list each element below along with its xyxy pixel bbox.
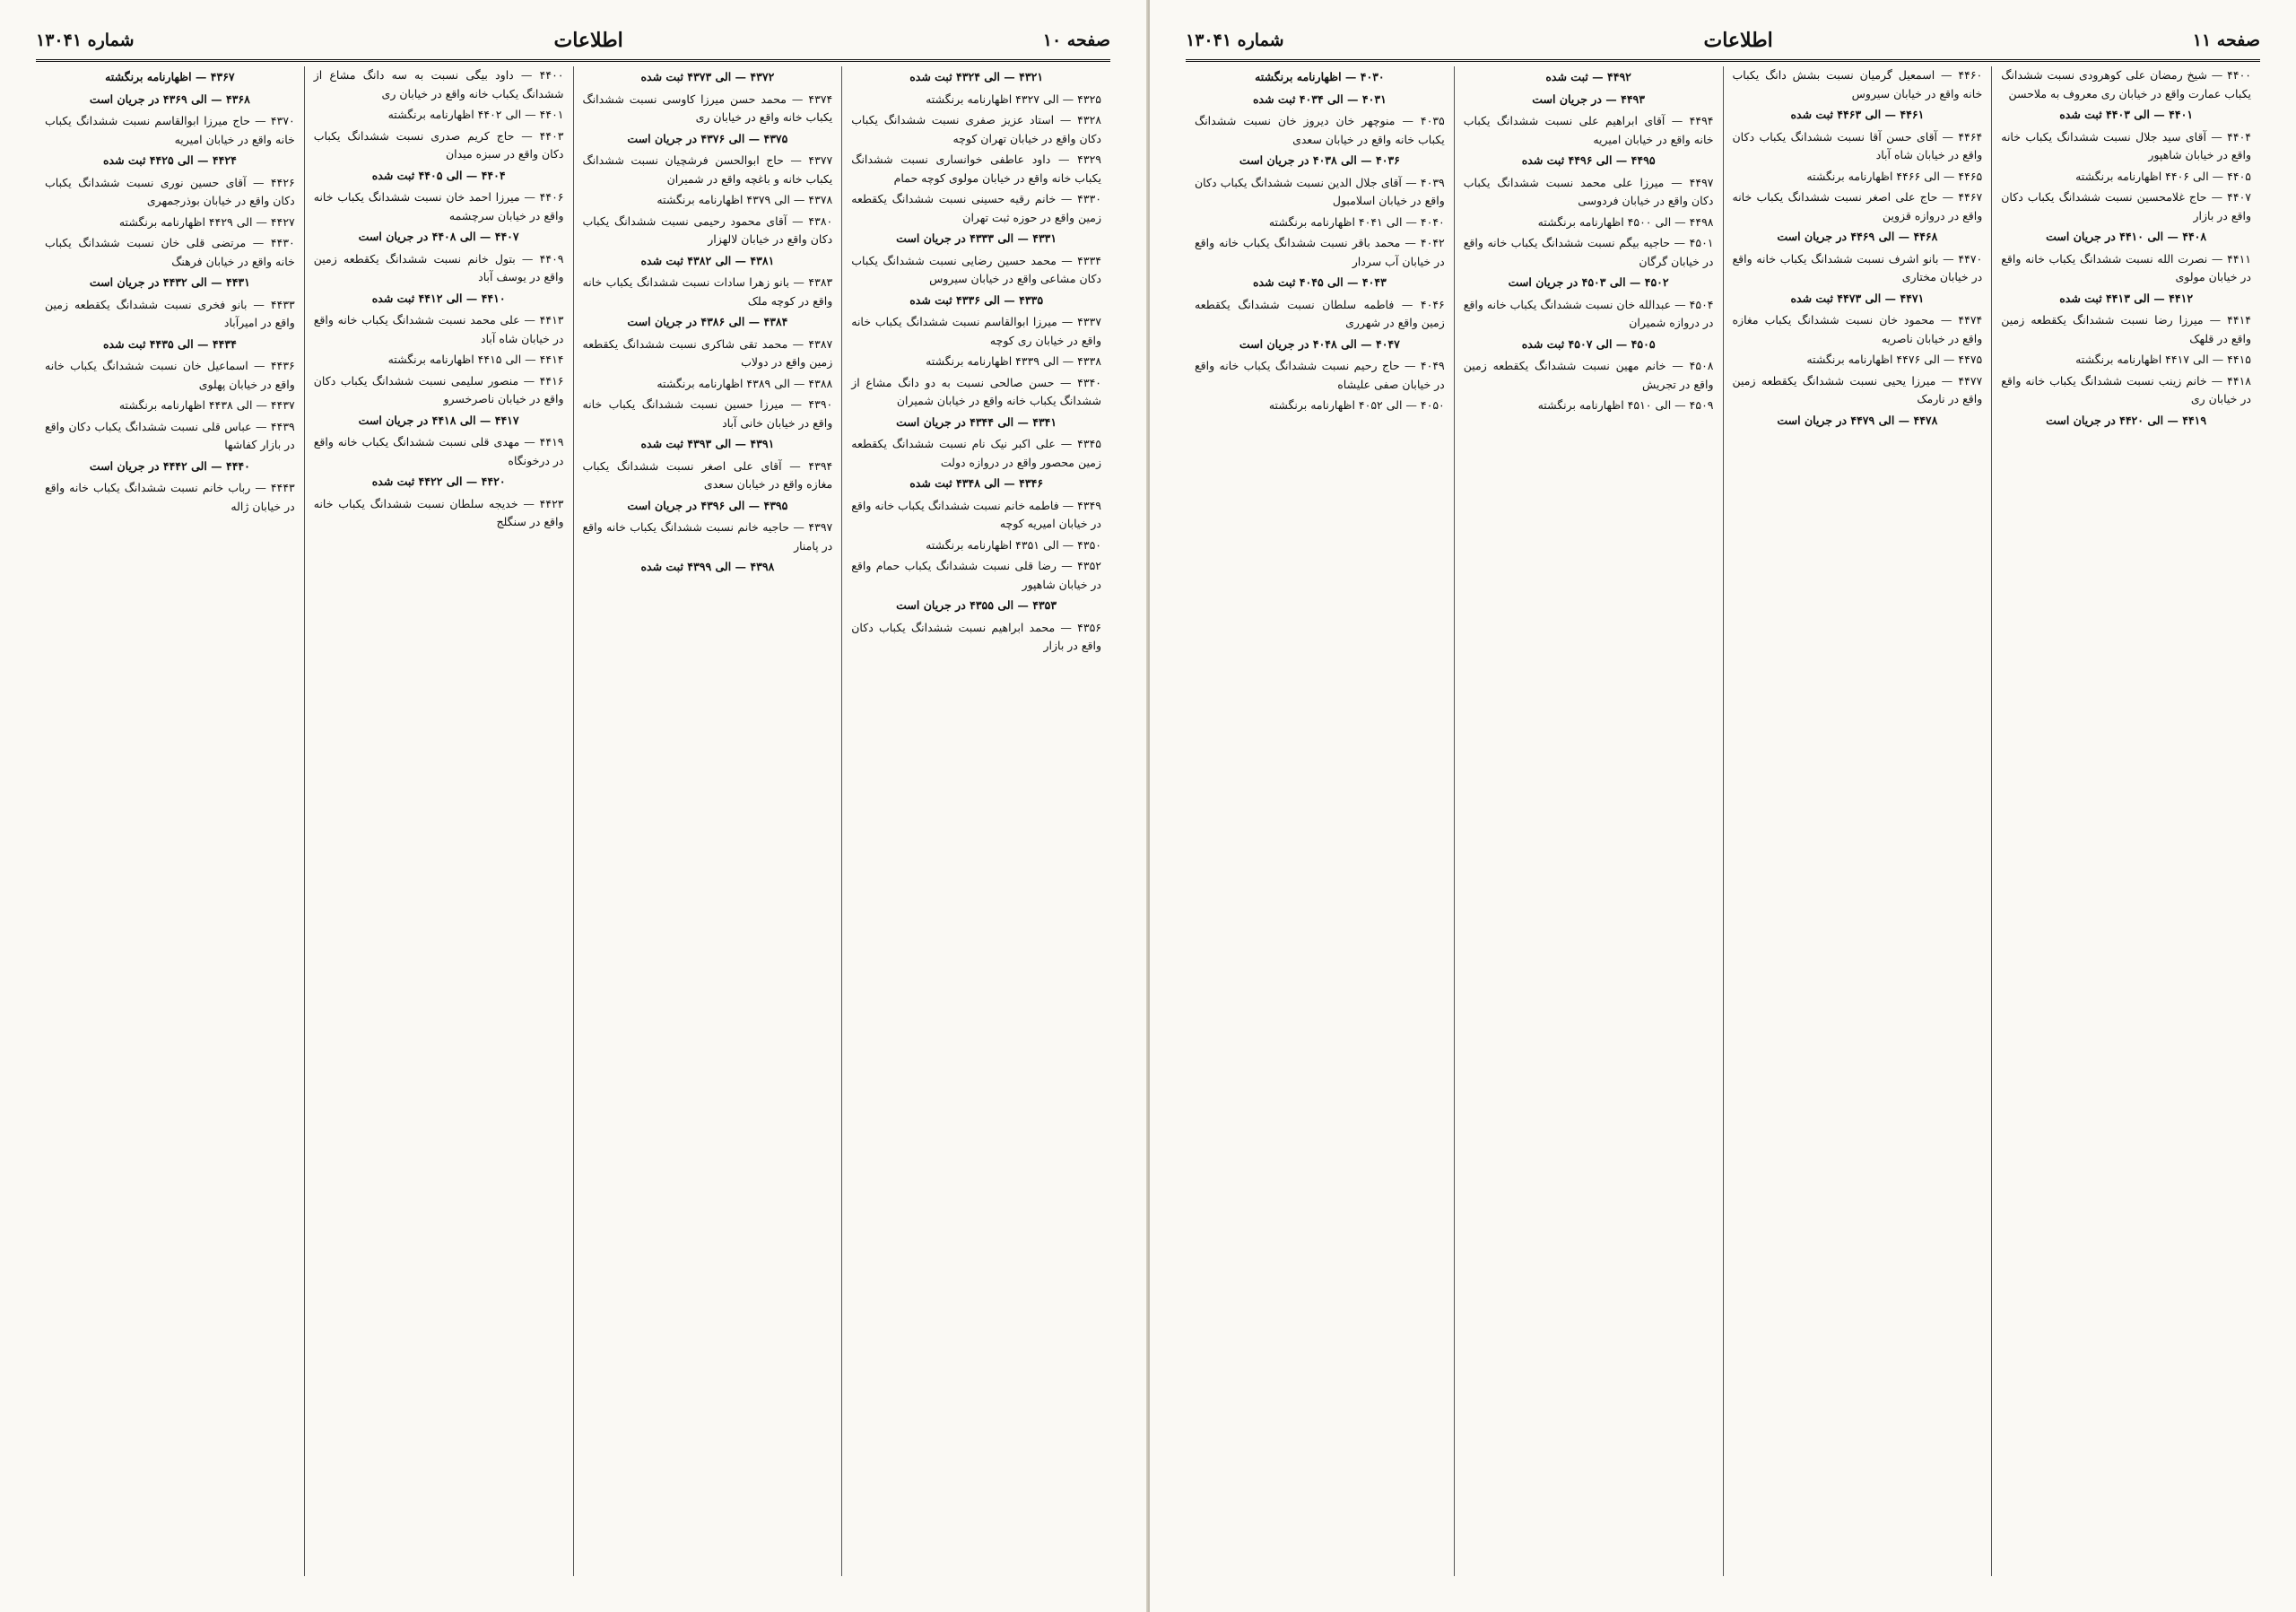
- masthead: اطلاعات: [1703, 29, 1773, 52]
- registry-entry: ۴۳۴۶ — الی ۴۳۴۸ ثبت شده: [909, 476, 1044, 490]
- registry-entry: ۴۰۴۳ — الی ۴۰۴۵ ثبت شده: [1252, 275, 1387, 289]
- registry-entry: ۴۴۳۳ — بانو فخری نسبت ششدانگ یکقطعه زمین واقع در امیرآباد: [45, 297, 295, 329]
- registry-entry: ۴۳۷۴ — محمد حسن میرزا کاوسی نسبت ششدانگ یکباب خانه واقع در خیابان ری: [582, 91, 833, 124]
- registry-entry: ۴۴۷۱ — الی ۴۴۷۳ ثبت شده: [1790, 291, 1925, 305]
- registry-entry: ۴۳۴۰ — حسن صالحی نسبت به دو دانگ مشاع از ششدانگ یکباب خانه واقع در خیابان شمیران: [851, 375, 1101, 407]
- registry-entry: ۴۳۸۷ — محمد تقی شاکری نسبت ششدانگ یکقطعه زمین واقع در دولاب: [582, 336, 833, 369]
- registry-entry: ۴۳۲۱ — الی ۴۳۲۴ ثبت شده: [909, 70, 1044, 83]
- registry-entry: ۴۴۰۴ — الی ۴۴۰۵ ثبت شده: [371, 168, 506, 182]
- registry-entry: ۴۰۳۹ — آقای جلال الدین نسبت ششدانگ یکباب دکان واقع در خیابان اسلامبول: [1195, 175, 1445, 207]
- registry-entry: ۴۰۳۱ — الی ۴۰۳۴ ثبت شده: [1252, 91, 1387, 106]
- registry-entry: ۴۴۱۵ — الی ۴۴۱۷ اظهارنامه برنگشته: [2075, 353, 2251, 366]
- registry-entry: ۴۳۸۸ — الی ۴۳۸۹ اظهارنامه برنگشته: [657, 376, 833, 390]
- page-header: [36, 25, 1110, 56]
- registry-entry: ۴۳۹۴ — آقای علی اصغر نسبت ششدانگ یکباب مغازه واقع در خیابان سعدی: [582, 458, 833, 491]
- page-header: [1186, 25, 2260, 56]
- registry-entry: ۴۴۰۵ — الی ۴۴۰۶ اظهارنامه برنگشته: [2075, 169, 2251, 183]
- columns: [1186, 66, 2260, 1576]
- registry-entry: ۴۳۹۰ — میرزا حسین نسبت ششدانگ یکباب خانه واقع در خیابان خانی آباد: [582, 397, 833, 430]
- text-column: [36, 66, 304, 1576]
- registry-entry: ۴۴۰۷ — الی ۴۴۰۸ در جریان است: [358, 230, 519, 243]
- registry-entry: ۴۳۸۳ — بانو زهرا سادات نسبت ششدانگ یکباب خانه واقع در کوچه ملک: [582, 275, 833, 308]
- registry-entry: ۴۳۶۸ — الی ۴۳۶۹ در جریان است: [89, 91, 250, 106]
- registry-entry: ۴۳۲۸ — استاد عزیز صفری نسبت ششدانگ یکباب دکان واقع در خیابان تهران کوچه: [851, 113, 1101, 145]
- registry-entry: ۴۴۲۴ — الی ۴۴۲۵ ثبت شده: [102, 153, 237, 167]
- registry-entry: ۴۴۰۱ — الی ۴۴۰۲ اظهارنامه برنگشته: [387, 108, 564, 121]
- registry-entry: ۴۰۳۶ — الی ۴۰۳۸ در جریان است: [1239, 153, 1400, 167]
- registry-entry: ۴۴۰۴ — آقای سید جلال نسبت ششدانگ یکباب خانه واقع در خیابان شاهپور: [2001, 129, 2251, 161]
- registry-entry: ۴۳۹۸ — الی ۴۳۹۹ ثبت شده: [640, 560, 775, 573]
- registry-entry: ۴۳۹۷ — حاجیه خانم نسبت ششدانگ یکباب خانه واقع در پامنار: [582, 520, 833, 553]
- registry-entry: ۴۵۰۸ — خانم مهین نسبت ششدانگ یکقطعه زمین واقع در تجریش: [1463, 359, 1714, 391]
- registry-entry: ۴۴۳۴ — الی ۴۴۳۵ ثبت شده: [102, 336, 237, 351]
- registry-entry: ۴۴۱۹ — مهدی قلی نسبت ششدانگ یکباب خانه واقع در درخونگاه: [313, 435, 564, 467]
- registry-entry: ۴۰۴۹ — حاج رحیم نسبت ششدانگ یکباب خانه واقع در خیابان صفی علیشاه: [1195, 359, 1445, 391]
- registry-entry: ۴۴۹۵ — الی ۴۴۹۶ ثبت شده: [1521, 153, 1656, 167]
- registry-entry: ۴۵۰۴ — عبدالله خان نسبت ششدانگ یکباب خانه واقع در دروازه شمیران: [1463, 297, 1714, 329]
- registry-entry: ۴۴۱۴ — میرزا رضا نسبت ششدانگ یکقطعه زمین واقع در قلهک: [2001, 313, 2251, 345]
- registry-entry: ۴۰۳۰ — اظهارنامه برنگشته: [1255, 70, 1385, 83]
- registry-entry: ۴۴۳۱ — الی ۴۴۳۲ در جریان است: [89, 275, 250, 289]
- page-number: صفحه ۱۱: [2192, 30, 2260, 50]
- registry-entry: ۴۴۰۶ — میرزا احمد خان نسبت ششدانگ یکباب خانه واقع در خیابان سرچشمه: [313, 190, 564, 222]
- registry-entry: ۴۳۹۱ — الی ۴۳۹۳ ثبت شده: [640, 437, 775, 450]
- registry-entry: ۴۴۳۹ — عباس قلی نسبت ششدانگ یکباب دکان واقع در بازار کفاشها: [45, 419, 295, 451]
- registry-entry: ۴۴۷۸ — الی ۴۴۷۹ در جریان است: [1777, 413, 1938, 427]
- registry-entry: ۴۴۲۰ — الی ۴۴۲۲ ثبت شده: [371, 475, 506, 488]
- masthead: اطلاعات: [553, 29, 623, 52]
- registry-entry: ۴۵۰۵ — الی ۴۵۰۷ ثبت شده: [1521, 336, 1656, 351]
- text-column: [841, 66, 1110, 1576]
- registry-entry: ۴۴۲۷ — الی ۴۴۲۹ اظهارنامه برنگشته: [118, 214, 295, 229]
- text-column: [1723, 66, 1992, 1576]
- registry-entry: ۴۳۲۹ — داود عاطفی خوانساری نسبت ششدانگ یکباب خانه واقع در خیابان مولوی کوچه حمام: [851, 152, 1101, 185]
- registry-entry: ۴۴۱۲ — الی ۴۴۱۳ ثبت شده: [2059, 291, 2194, 305]
- registry-entry: ۴۳۴۱ — الی ۴۳۴۴ در جریان است: [896, 414, 1057, 429]
- issue-number: شماره ۱۳۰۴۱: [1186, 30, 1284, 50]
- registry-entry: ۴۴۱۶ — منصور سلیمی نسبت ششدانگ یکباب دکان واقع در خیابان ناصرخسرو: [313, 373, 564, 405]
- registry-entry: ۴۳۸۰ — آقای محمود رحیمی نسبت ششدانگ یکباب دکان واقع در خیابان لالهزار: [582, 213, 833, 246]
- registry-entry: ۴۳۷۲ — الی ۴۳۷۳ ثبت شده: [640, 70, 775, 83]
- registry-entry: ۴۳۳۷ — میرزا ابوالقاسم نسبت ششدانگ یکباب خانه واقع در خیابان ری کوچه: [851, 315, 1101, 347]
- columns: [36, 66, 1110, 1576]
- registry-entry: ۴۴۰۹ — بتول خانم نسبت ششدانگ یکقطعه زمین واقع در یوسف آباد: [313, 251, 564, 283]
- registry-entry: ۴۳۸۱ — الی ۴۳۸۲ ثبت شده: [640, 253, 775, 267]
- registry-entry: ۴۴۳۷ — الی ۴۴۳۸ اظهارنامه برنگشته: [118, 398, 295, 412]
- registry-entry: ۴۰۴۰ — الی ۴۰۴۱ اظهارنامه برنگشته: [1268, 214, 1445, 229]
- registry-entry: ۴۴۶۱ — الی ۴۴۶۳ ثبت شده: [1790, 108, 1925, 121]
- registry-entry: ۴۵۰۹ — الی ۴۵۱۰ اظهارنامه برنگشته: [1537, 398, 1714, 412]
- issue-number: شماره ۱۳۰۴۱: [36, 30, 135, 50]
- registry-entry: ۴۳۵۳ — الی ۴۳۵۵ در جریان است: [896, 598, 1057, 612]
- registry-entry: ۴۴۰۱ — الی ۴۴۰۳ ثبت شده: [2059, 108, 2194, 121]
- registry-entry: ۴۳۵۰ — الی ۴۳۵۱ اظهارنامه برنگشته: [926, 537, 1101, 552]
- registry-entry: ۴۳۳۸ — الی ۴۳۳۹ اظهارنامه برنگشته: [926, 354, 1101, 368]
- registry-entry: ۴۵۰۲ — الی ۴۵۰۳ در جریان است: [1508, 275, 1669, 289]
- registry-entry: ۴۴۱۸ — خانم زینب نسبت ششدانگ یکباب خانه واقع در خیابان ری: [2001, 373, 2251, 405]
- registry-entry: ۴۰۴۲ — محمد باقر نسبت ششدانگ یکباب خانه واقع در خیابان آب سردار: [1195, 236, 1445, 268]
- registry-entry: ۴۳۴۹ — فاطمه خانم نسبت ششدانگ یکباب خانه واقع در خیابان امیریه کوچه: [851, 498, 1101, 530]
- registry-entry: ۴۰۳۵ — منوچهر خان دیروز خان نسبت ششدانگ یکباب خانه واقع در خیابان سعدی: [1195, 114, 1445, 146]
- registry-entry: ۴۴۳۰ — مرتضی قلی خان نسبت ششدانگ یکباب خانه واقع در خیابان فرهنگ: [45, 236, 295, 268]
- registry-entry: ۴۴۹۷ — میرزا علی محمد نسبت ششدانگ یکباب دکان واقع در خیابان فردوسی: [1463, 175, 1714, 207]
- registry-entry: ۴۳۷۵ — الی ۴۳۷۶ در جریان است: [627, 131, 788, 145]
- registry-entry: ۴۴۳۶ — اسماعیل خان نسبت ششدانگ یکباب خانه واقع در خیابان پهلوی: [45, 359, 295, 391]
- registry-entry: ۴۴۶۴ — آقای حسن آقا نسبت ششدانگ یکباب دکان واقع در خیابان شاه آباد: [1732, 129, 1983, 161]
- registry-entry: ۴۳۷۸ — الی ۴۳۷۹ اظهارنامه برنگشته: [657, 193, 833, 206]
- registry-entry: ۴۴۷۴ — محمود خان نسبت ششدانگ یکباب مغازه واقع در خیابان ناصریه: [1732, 313, 1983, 345]
- registry-entry: ۴۴۹۴ — آقای ابراهیم علی نسبت ششدانگ یکباب خانه واقع در خیابان امیریه: [1463, 114, 1714, 146]
- registry-entry: ۴۴۱۱ — نصرت الله نسبت ششدانگ یکباب خانه واقع در خیابان مولوی: [2001, 251, 2251, 283]
- registry-entry: ۴۴۹۲ — ثبت شده: [1545, 70, 1631, 83]
- text-column: [1454, 66, 1723, 1576]
- newspaper-page-right: [1150, 0, 2296, 1612]
- registry-entry: ۴۳۸۴ — الی ۴۳۸۶ در جریان است: [627, 315, 788, 328]
- registry-entry: ۴۴۶۰ — اسمعیل گرمیان نسبت بشش دانگ یکباب خانه واقع در خیابان سیروس: [1732, 68, 1983, 100]
- registry-entry: ۴۴۱۳ — علی محمد نسبت ششدانگ یکباب خانه واقع در خیابان شاه آباد: [313, 313, 564, 345]
- text-column: [1991, 66, 2260, 1576]
- registry-entry: ۴۳۵۶ — محمد ابراهیم نسبت ششدانگ یکباب دکان واقع در بازار: [851, 620, 1101, 652]
- registry-entry: ۴۴۱۹ — الی ۴۴۲۰ در جریان است: [2046, 413, 2207, 427]
- registry-entry: ۴۰۵۰ — الی ۴۰۵۲ اظهارنامه برنگشته: [1268, 398, 1445, 412]
- registry-entry: ۴۳۹۵ — الی ۴۳۹۶ در جریان است: [627, 498, 788, 512]
- text-column: [573, 66, 842, 1576]
- registry-entry: ۴۴۲۳ — خدیجه سلطان نسبت ششدانگ یکباب خانه واقع در سنگلج: [313, 496, 564, 528]
- text-column: [1186, 66, 1454, 1576]
- registry-entry: ۴۴۹۳ — در جریان است: [1532, 91, 1645, 106]
- registry-entry: ۴۳۳۰ — خانم رقیه حسینی نسبت ششدانگ یکقطعه زمین واقع در حوزه ثبت تهران: [851, 192, 1101, 224]
- registry-entry: ۴۴۶۸ — الی ۴۴۶۹ در جریان است: [1777, 230, 1938, 243]
- registry-entry: ۴۴۰۷ — حاج غلامحسین نسبت ششدانگ یکباب دکان واقع در بازار: [2001, 190, 2251, 222]
- registry-entry: ۴۴۱۰ — الی ۴۴۱۲ ثبت شده: [371, 291, 506, 305]
- registry-entry: ۴۳۲۵ — الی ۴۳۲۷ اظهارنامه برنگشته: [926, 91, 1101, 106]
- registry-entry: ۴۴۰۳ — حاج کریم صدری نسبت ششدانگ یکباب دکان واقع در سبزه میدان: [313, 128, 564, 161]
- registry-entry: ۴۴۰۰ — شیخ رمضان علی کوهرودی نسبت ششدانگ یکباب عمارت واقع در خیابان ری معروف به ملاحسن: [2001, 68, 2251, 100]
- registry-entry: ۴۳۶۷ — اظهارنامه برنگشته: [105, 70, 235, 83]
- registry-entry: ۴۴۴۳ — رباب خانم نسبت ششدانگ یکباب خانه واقع در خیابان ژاله: [45, 481, 295, 513]
- registry-entry: ۴۴۰۰ — داود بیگی نسبت به سه دانگ مشاع از ششدانگ یکباب خانه واقع در خیابان ری: [313, 68, 564, 100]
- header-rule: [1186, 59, 2260, 62]
- registry-entry: ۴۴۰۸ — الی ۴۴۱۰ در جریان است: [2046, 230, 2207, 243]
- registry-entry: ۴۰۴۶ — فاطمه سلطان نسبت ششدانگ یکقطعه زمین واقع در شهرری: [1195, 297, 1445, 329]
- registry-entry: ۴۳۷۰ — حاج میرزا ابوالقاسم نسبت ششدانگ یکباب خانه واقع در خیابان امیریه: [45, 114, 295, 146]
- registry-entry: ۴۴۱۴ — الی ۴۴۱۵ اظهارنامه برنگشته: [387, 353, 564, 366]
- registry-entry: ۴۴۴۰ — الی ۴۴۴۲ در جریان است: [89, 458, 250, 473]
- page-number: صفحه ۱۰: [1042, 30, 1110, 50]
- registry-entry: ۴۴۶۵ — الی ۴۴۶۶ اظهارنامه برنگشته: [1806, 169, 1983, 183]
- registry-entry: ۴۴۹۸ — الی ۴۵۰۰ اظهارنامه برنگشته: [1537, 214, 1714, 229]
- registry-entry: ۴۳۳۵ — الی ۴۳۳۶ ثبت شده: [909, 292, 1044, 307]
- registry-entry: ۴۳۴۵ — علی اکبر نیک نام نسبت ششدانگ یکقطعه زمین محصور واقع در دروازه دولت: [851, 437, 1101, 469]
- registry-entry: ۴۳۳۴ — محمد حسین رضایی نسبت ششدانگ یکباب دکان مشاعی واقع در خیابان سیروس: [851, 253, 1101, 285]
- registry-entry: ۴۵۰۱ — حاجیه بیگم نسبت ششدانگ یکباب خانه واقع در خیابان گرگان: [1463, 236, 1714, 268]
- registry-entry: ۴۴۷۵ — الی ۴۴۷۶ اظهارنامه برنگشته: [1806, 353, 1983, 366]
- text-column: [304, 66, 573, 1576]
- registry-entry: ۴۴۲۶ — آقای حسین نوری نسبت ششدانگ یکباب دکان واقع در خیابان بوذرجمهری: [45, 175, 295, 207]
- registry-entry: ۴۳۳۱ — الی ۴۳۳۳ در جریان است: [896, 231, 1057, 245]
- registry-entry: ۴۴۷۰ — بانو اشرف نسبت ششدانگ یکباب خانه واقع در خیابان مختاری: [1732, 251, 1983, 283]
- registry-entry: ۴۴۶۷ — حاج علی اصغر نسبت ششدانگ یکباب خانه واقع در دروازه قزوین: [1732, 190, 1983, 222]
- registry-entry: ۴۳۷۷ — حاج ابوالحسن فرشچیان نسبت ششدانگ یکباب خانه و باغچه واقع در شمیران: [582, 153, 833, 186]
- registry-entry: ۴۰۴۷ — الی ۴۰۴۸ در جریان است: [1239, 336, 1400, 351]
- registry-entry: ۴۳۵۲ — رضا قلی نسبت ششدانگ یکباب حمام واقع در خیابان شاهپور: [851, 559, 1101, 591]
- registry-entry: ۴۴۷۷ — میرزا یحیی نسبت ششدانگ یکقطعه زمین واقع در نارمک: [1732, 373, 1983, 405]
- registry-entry: ۴۴۱۷ — الی ۴۴۱۸ در جریان است: [358, 413, 519, 427]
- header-rule: [36, 59, 1110, 62]
